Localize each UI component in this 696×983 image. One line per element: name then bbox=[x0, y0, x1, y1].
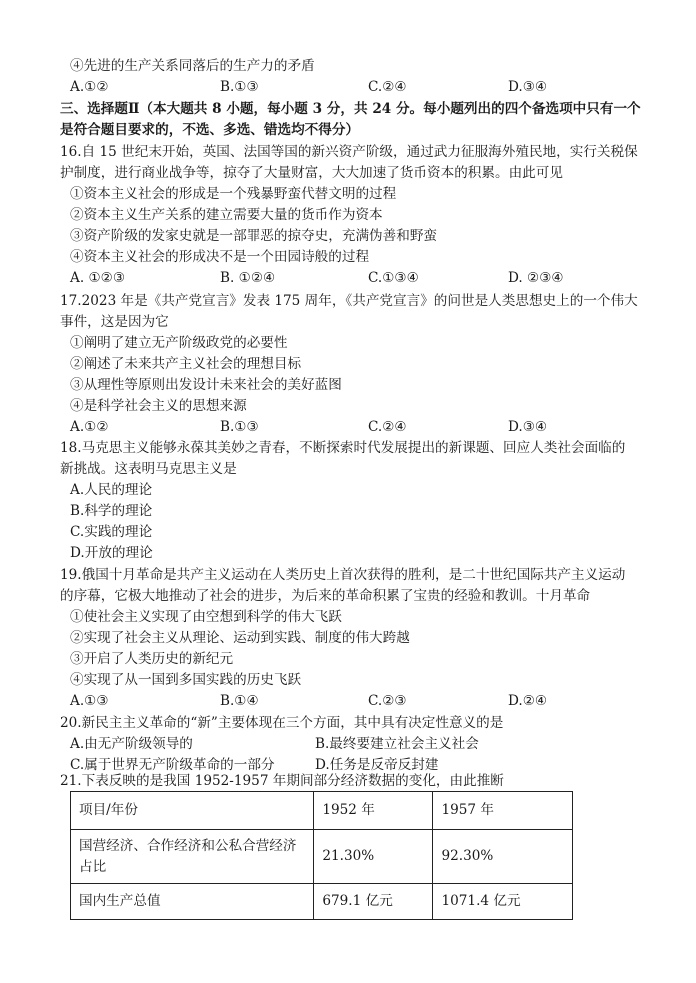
question-19-item: ①使社会主义实现了由空想到科学的伟大飞跃 bbox=[70, 609, 342, 625]
option-d: D.任务是反帝反封建 bbox=[315, 757, 439, 773]
table-cell: 21.30% bbox=[314, 830, 433, 884]
option-c: C.①③④ bbox=[368, 270, 419, 286]
question-18-stem: 18.马克思主义能够永葆其美妙之青春，不断探索时代发展提出的新课题、回应人类社会面临的 bbox=[60, 440, 626, 456]
option-a: A. ①②③ bbox=[70, 270, 126, 286]
question-18-option-c: C.实践的理论 bbox=[70, 524, 153, 540]
question-21-stem: 21.下表反映的是我国 1952-1957 年期间部分经济数据的变化，由此推断 bbox=[60, 773, 504, 789]
option-c: C.属于世界无产阶级革命的一部分 bbox=[70, 757, 275, 773]
option-b: B.最终要建立社会主义社会 bbox=[315, 736, 479, 752]
question-19-item: ④实现了从一国到多国实践的历史飞跃 bbox=[70, 672, 302, 688]
question-16-stem-cont: 护制度，进行商业战争等，掠夺了大量财富，大大加速了货币资本的积累。由此可见 bbox=[60, 165, 563, 181]
option-text: ④先进的生产关系同落后的生产力的矛盾 bbox=[70, 58, 315, 74]
question-17-item: ②阐述了未来共产主义社会的理想目标 bbox=[70, 356, 302, 372]
question-16-item: ①资本主义社会的形成是一个残暴野蛮代替文明的过程 bbox=[70, 186, 397, 202]
option-c: C.②④ bbox=[368, 79, 407, 95]
question-19-item: ②实现了社会主义从理论、运动到实践、制度的伟大跨越 bbox=[70, 630, 410, 646]
section-title-cont: 是符合题目要求的，不选、多选、错选均不得分） bbox=[60, 122, 360, 138]
option-b: B.①③ bbox=[220, 419, 259, 435]
option-d: D. ②③④ bbox=[508, 270, 564, 286]
question-18-option-a: A.人民的理论 bbox=[70, 482, 153, 498]
question-19-item: ③开启了人类历史的新纪元 bbox=[70, 651, 234, 667]
option-b: B. ①②④ bbox=[220, 270, 276, 286]
question-17-stem-cont: 事件，这是因为它 bbox=[60, 314, 169, 330]
table-row bbox=[71, 830, 573, 884]
table-row bbox=[71, 884, 573, 920]
table-header-cell: 1957 年 bbox=[433, 792, 573, 830]
question-18-option-d: D.开放的理论 bbox=[70, 545, 153, 561]
option-a: A.由无产阶级领导的 bbox=[70, 736, 193, 752]
table-cell: 92.30% bbox=[433, 830, 573, 884]
table-cell: 1071.4 亿元 bbox=[433, 884, 573, 920]
question-17-options bbox=[70, 417, 630, 438]
question-17-item: ④是科学社会主义的思想来源 bbox=[70, 398, 247, 414]
table-header-cell: 1952 年 bbox=[314, 792, 433, 830]
question-19-stem-cont: 的序幕，它极大地推动了社会的进步，为后来的革命积累了宝贵的经验和教训。十月革命 bbox=[60, 588, 591, 604]
table-cell: 679.1 亿元 bbox=[314, 884, 433, 920]
option-b: B.①③ bbox=[220, 79, 259, 95]
option-c: C.②③ bbox=[368, 693, 407, 709]
option-c: C.②④ bbox=[368, 419, 407, 435]
question-19-stem: 19.俄国十月革命是共产主义运动在人类历史上首次获得的胜利，是二十世纪国际共产主义运动 bbox=[60, 567, 626, 583]
question-16-options bbox=[70, 268, 630, 289]
option-d: D.②④ bbox=[508, 693, 548, 709]
question-16-item: ④资本主义社会的形成决不是一个田园诗般的过程 bbox=[70, 249, 370, 265]
option-b: B.①④ bbox=[220, 693, 259, 709]
question-17-item: ①阐明了建立无产阶级政党的必要性 bbox=[70, 335, 288, 351]
table-cell: 国营经济、合作经济和公私合营经济占比 bbox=[71, 830, 314, 884]
question-17-item: ③从理性等原则出发设计未来社会的美好蓝图 bbox=[70, 377, 342, 393]
table-cell: 国内生产总值 bbox=[71, 884, 314, 920]
section-title: 三、选择题Ⅱ（本大题共 8 小题，每小题 3 分，共 24 分。每小题列出的四个备选项中只有一个 bbox=[60, 101, 641, 117]
option-d: D.③④ bbox=[508, 419, 548, 435]
table-header-row bbox=[71, 792, 573, 830]
question-19-options bbox=[70, 691, 630, 712]
option-a: A.①② bbox=[70, 419, 109, 435]
option-d: D.③④ bbox=[508, 79, 548, 95]
question-16-item: ③资产阶级的发家史就是一部罪恶的掠夺史，充满伪善和野蛮 bbox=[70, 228, 438, 244]
economic-data-table bbox=[70, 791, 573, 920]
question-17-stem: 17.2023 年是《共产党宣言》发表 175 周年，《共产党宣言》的问世是人类思想史上的一个伟大 bbox=[60, 293, 638, 309]
question-20-stem: 20.新民主主义革命的“新”主要体现在三个方面，其中具有决定性意义的是 bbox=[60, 715, 504, 731]
option-a: A.①② bbox=[70, 79, 109, 95]
table-header-cell: 项目/年份 bbox=[71, 792, 314, 830]
question-16-item: ②资本主义生产关系的建立需要大量的货币作为资本 bbox=[70, 207, 383, 223]
question-18-option-b: B.科学的理论 bbox=[70, 503, 153, 519]
option-a: A.①③ bbox=[70, 693, 109, 709]
question-18-stem-cont: 新挑战。这表明马克思主义是 bbox=[60, 461, 237, 477]
question-16-stem: 16.自 15 世纪末开始，英国、法国等国的新兴资产阶级，通过武力征服海外殖民地，实行关税保 bbox=[60, 144, 638, 160]
question-20-options-row1 bbox=[70, 734, 630, 755]
answer-options bbox=[70, 77, 630, 98]
